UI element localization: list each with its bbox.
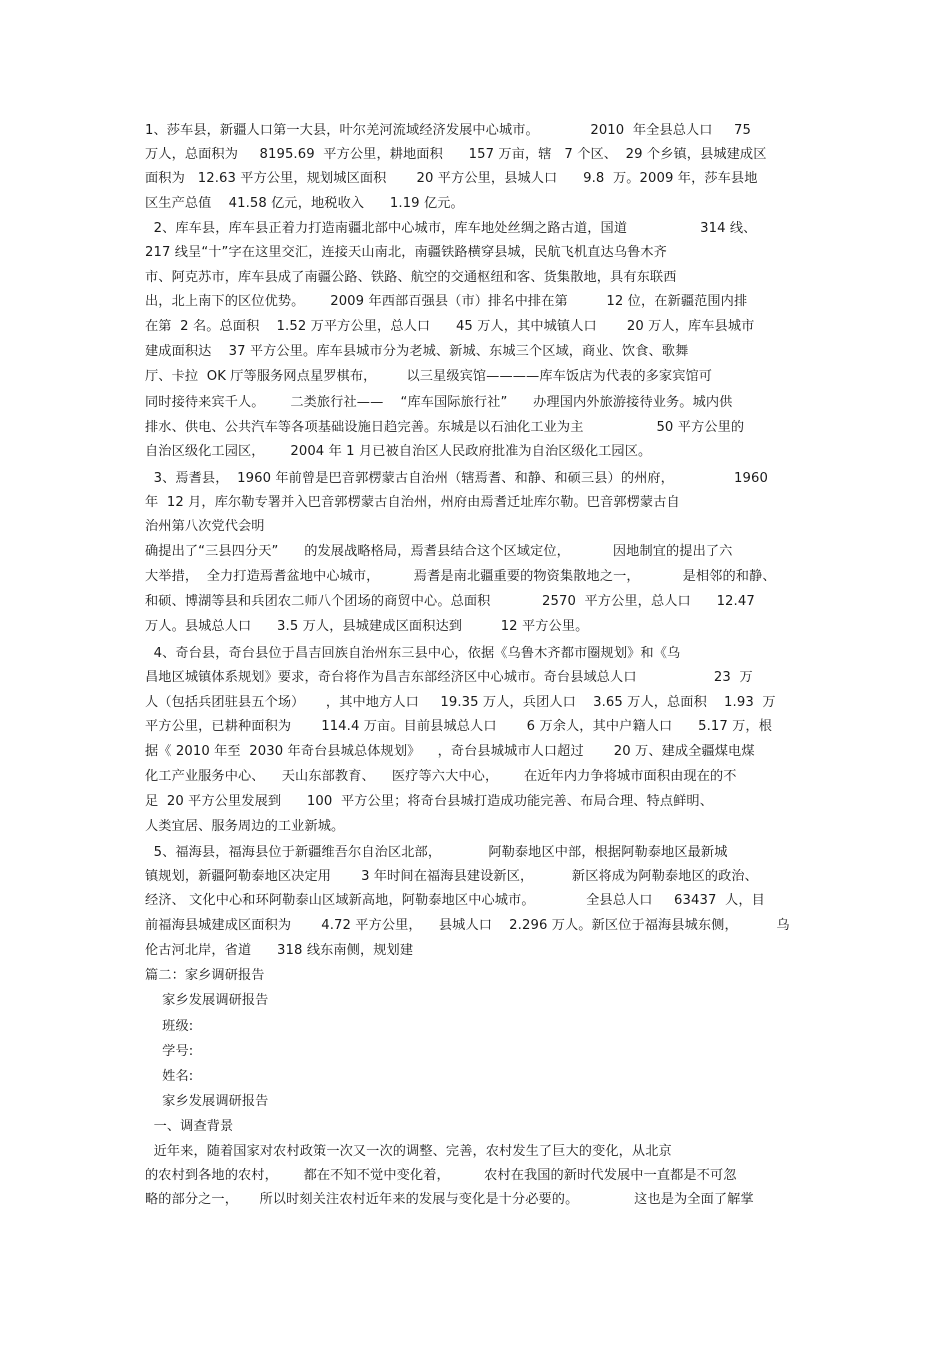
text-line: 同时接待来宾千人。 二类旅行社—— “库车国际旅行社” 办理国内外旅游接待业务。城内供 — [145, 395, 733, 410]
text-line: 化工产业服务中心、 天山东部教育、 医疗等六大中心， 在近年内力争将城市面积由现在的不 — [145, 769, 737, 784]
text-line: 昌地区城镇体系规划》要求，奇台将作为昌吉东部经济区中心城市。奇台县域总人口 23 万 — [145, 670, 753, 685]
name-field-label: 姓名: — [145, 1069, 194, 1084]
text-line: 大举措， 全力打造焉耆盆地中心城市， 焉耆是南北疆重要的物资集散地之一， 是相邻的和静、 — [145, 569, 776, 584]
text-line: 经济、 文化中心和环阿勒泰山区域新高地，阿勒泰地区中心城市。 全县总人口 63437 人，目 — [145, 893, 765, 908]
text-line: 在第 2 名。总面积 1.52 万平方公里，总人口 45 万人，其中城镇人口 20 万人，库车县城市 — [145, 319, 755, 334]
text-line: 1、莎车县，新疆人口第一大县，叶尔羌河流域经济发展中心城市。 2010 年全县总人口 75 — [145, 123, 752, 138]
report-title: 家乡发展调研报告 — [145, 1094, 269, 1109]
text-line: 平方公里，已耕种面积为 114.4 万亩。目前县城总人口 6 万余人，其中户籍人口 5.17 万，根 — [145, 719, 772, 734]
text-line: 前福海县城建成区面积为 4.72 平方公里， 县城人口 2.296 万人。新区位于福海县城东侧， 乌 — [145, 918, 790, 933]
text-line: 2、库车县，库车县正着力打造南疆北部中心城市，库车地处丝绸之路古道，国道 314 线、 — [145, 221, 757, 236]
text-line: 3、焉耆县， 1960 年前曾是巴音郭楞蒙古自治州（辖焉耆、和静、和硕三县）的州府， 1960 — [145, 471, 769, 486]
text-line: 4、奇台县，奇台县位于昌吉回族自治州东三县中心，依据《乌鲁木齐都市圈规划》和《乌 — [145, 646, 681, 661]
text-line: 厅、卡拉 OK 厅等服务网点星罗棋布， 以三星级宾馆————库车饭店为代表的多家宾馆可 — [145, 369, 713, 384]
text-line: 和硕、博湖等县和兵团农二师八个团场的商贸中心。总面积 2570 平方公里，总人口 12.47 — [145, 594, 755, 609]
text-line: 自治区级化工园区， 2004 年 1 月已被自治区人民政府批准为自治区级化工园区。 — [145, 444, 652, 459]
report-title: 家乡发展调研报告 — [145, 993, 269, 1008]
text-line: 足 20 平方公里发展到 100 平方公里；将奇台县城打造成功能完善、布局合理、特点鲜明、 — [145, 794, 714, 809]
text-line: 年 12 月，库尔勒专署并入巴音郭楞蒙古自治州，州府由焉耆迁址库尔勒。巴音郭楞蒙古自 — [145, 495, 680, 510]
text-line: 近年来，随着国家对农村政策一次又一次的调整、完善，农村发生了巨大的变化，从北京 — [145, 1144, 672, 1159]
text-line: 人（包括兵团驻县五个场） ，其中地方人口 19.35 万人，兵团人口 3.65 万人，总面积 1.93 万 — [145, 695, 776, 710]
section-heading: 一、调查背景 — [145, 1119, 234, 1134]
text-line: 略的部分之一， 所以时刻关注农村近年来的发展与变化是十分必要的。 这也是为全面了解掌 — [145, 1192, 754, 1207]
text-line: 面积为 12.63 平方公里，规划城区面积 20 平方公里，县城人口 9.8 万。2009 年，莎车县地 — [145, 171, 758, 186]
text-line: 据《 2010 年至 2030 年奇台县城总体规划》 ，奇台县城城市人口超过 20 万、建成全疆煤电煤 — [145, 744, 755, 759]
text-line: 区生产总值 41.58 亿元，地税收入 1.19 亿元。 — [145, 196, 464, 211]
text-line: 确提出了“三县四分天” 的发展战略格局，焉耆县结合这个区域定位， 因地制宜的提出了六 — [145, 544, 733, 559]
text-line: 万人，总面积为 8195.69 平方公里，耕地面积 157 万亩，辖 7 个区、 29 个乡镇，县城建成区 — [145, 147, 767, 162]
text-line: 5、福海县，福海县位于新疆维吾尔自治区北部， 阿勒泰地区中部，根据阿勒泰地区最新城 — [145, 845, 728, 860]
text-line: 人类宜居、服务周边的工业新城。 — [145, 819, 345, 834]
text-line: 217 线呈“十”字在这里交汇，连接天山南北，南疆铁路横穿县城，民航飞机直达乌鲁木齐 — [145, 245, 667, 260]
text-line: 万人。县城总人口 3.5 万人，县城建成区面积达到 12 平方公里。 — [145, 619, 589, 634]
section-heading: 篇二：家乡调研报告 — [145, 968, 265, 983]
text-line: 的农村到各地的农村， 都在不知不觉中变化着， 农村在我国的新时代发展中一直都是不可忽 — [145, 1168, 737, 1183]
text-line: 排水、供电、公共汽车等各项基础设施日趋完善。东城是以石油化工业为主 50 平方公里的 — [145, 420, 745, 435]
class-field-label: 班级: — [145, 1019, 194, 1034]
student-id-field-label: 学号: — [145, 1044, 194, 1059]
text-line: 建成面积达 37 平方公里。库车县城市分为老城、新城、东城三个区域，商业、饮食、歌舞 — [145, 344, 689, 359]
text-line: 伦古河北岸，省道 318 线东南侧，规划建 — [145, 943, 414, 958]
text-line: 镇规划，新疆阿勒泰地区决定用 3 年时间在福海县建设新区， 新区将成为阿勒泰地区的政治、 — [145, 869, 758, 884]
text-line: 出，北上南下的区位优势。 2009 年西部百强县（市）排名中排在第 12 位，在新疆范围内排 — [145, 294, 748, 309]
text-line: 治州第八次党代会明 — [145, 519, 265, 534]
text-line: 市、阿克苏市，库车县成了南疆公路、铁路、航空的交通枢纽和客、货集散地，具有东联西 — [145, 270, 677, 285]
